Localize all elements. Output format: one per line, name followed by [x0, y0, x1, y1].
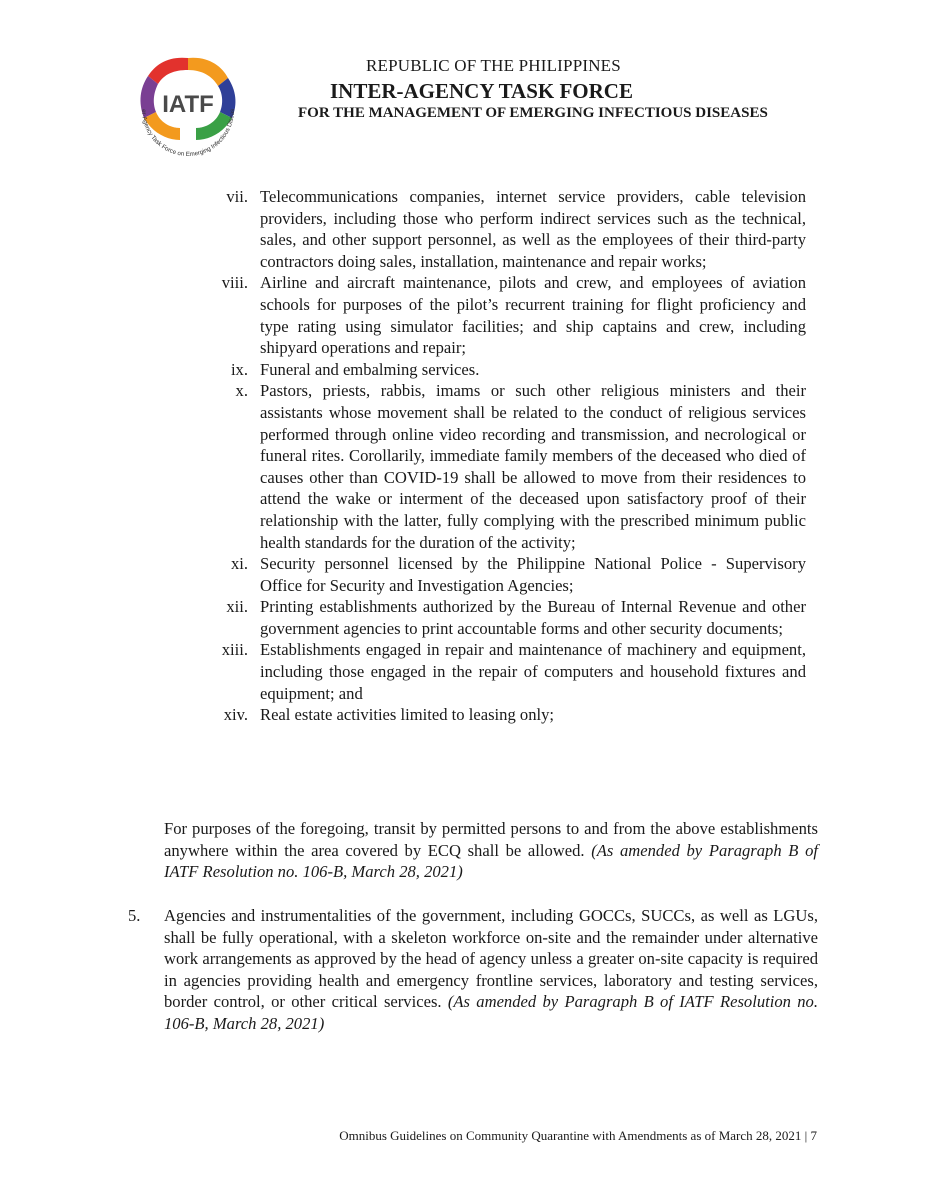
list-item: xiv. Real estate activities limited to leasing only; — [223, 705, 555, 725]
list-item: xii. Printing establishments authorized by the Bureau of Internal Revenue and other government agencies to print accountable forms and other security documents; — [226, 597, 806, 638]
svg-text:IATF: IATF — [162, 91, 214, 118]
list-item: vii. Telecommunications companies, internet service providers, cable television providers, including those who perform indirect services such as the technical, sales, and other support personnel, as well as the employees of their third-party contractors doing sales, installation, maintenance and repair works; — [226, 187, 806, 271]
establishment-list — [160, 186, 818, 726]
list-item: xi. Security personnel licensed by the Philippine National Police - Supervisory Office for Security and Investigation Agencies; — [230, 554, 806, 595]
foregoing-paragraph: For purposes of the foregoing, transit by permitted persons to and from the above establishments anywhere within the area covered by ECQ shall be allowed. (As amended by Paragraph B of IATF Resolution no. 106-B, March 28, 2021) — [164, 819, 818, 882]
list-item: x. Pastors, priests, rabbis, imams or such other religious ministers and their assistants whose movement shall be related to the conduct of religious services performed through online video recording and transmission, and necrological or funeral rites. Corollarily, immediate family members of the deceased who died of causes other than COVID-19 shall be allowed to move from their residences to attend the wake or interment of the deceased upon satisfactory proof of their relationship with the latter, fully complying with the prescribed minimum public health standards for the duration of the activity; — [235, 381, 806, 552]
amendment-note: (As amended by Paragraph B of IATF Resolution no. 106-B, March 28, 2021) — [164, 840, 818, 882]
item-5-number: 5. — [128, 906, 141, 925]
svg-text:Inter-Agency Task Force on Eme: er-Agency Task Force on Emerging Infectious Diseas — [139, 108, 237, 159]
list-item: viii. Airline and aircraft maintenance, pilots and crew, and employees of aviation schools for purposes of the pilot’s recurrent training for flight proficiency and type rating using simulator facilities; and ship captains and crew, including shipyard operations and repair; — [221, 273, 806, 358]
iatf-logo — [118, 40, 258, 180]
page-footer: Omnibus Guidelines on Community Quarantine with Amendments as of March 28, 2021 | 7 — [339, 1128, 817, 1143]
list-item: ix. Funeral and embalming services. — [230, 359, 480, 379]
header-task-force: INTER-AGENCY TASK FORCE — [330, 79, 633, 103]
header-subtitle: FOR THE MANAGEMENT OF EMERGING INFECTIOUS DISEASES — [298, 105, 768, 121]
item-5-paragraph: Agencies and instrumentalities of the government, including GOCCs, SUCCs, as well as LGUs, shall be fully operational, with a skeleton workforce on-site and the remainder under alternative work arrangements as approved by the head of agency unless a greater on-site capacity is required in agencies providing health and emergency frontline services, laboratory and testing services, border control, or other critical services. (As amended by Paragraph B of IATF Resolution no. 106-B, March 28, 2021) — [164, 906, 818, 1033]
list-item: xiii. Establishments engaged in repair and maintenance of machinery and equipment, including those engaged in the repair of computers and household fixtures and equipment; and — [221, 640, 806, 703]
header-republic: REPUBLIC OF THE PHILIPPINES — [366, 56, 621, 75]
amendment-note: (As amended by Paragraph B of IATF Resolution no. 106-B, March 28, 2021) — [164, 992, 818, 1033]
